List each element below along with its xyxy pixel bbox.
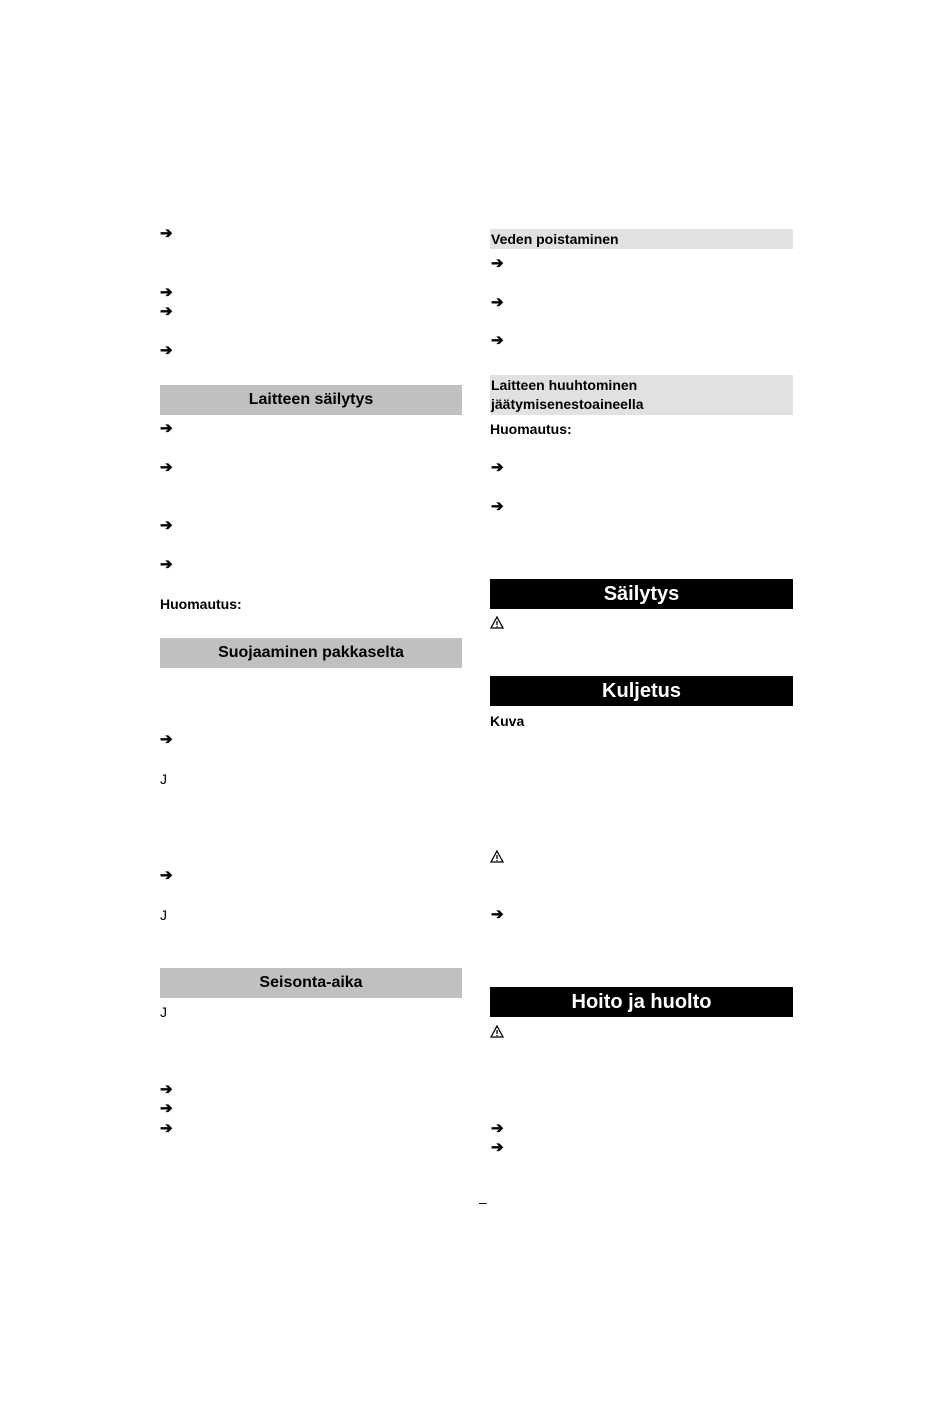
bullet-arrow-icon: ➔ [160, 1120, 173, 1137]
bullet-arrow-icon: ➔ [160, 867, 173, 884]
bullet-arrow-icon: ➔ [160, 225, 173, 242]
bullet-arrow-icon: ➔ [491, 332, 504, 349]
section-heading-standstill: Seisonta-aika [160, 968, 462, 998]
bullet-arrow-icon: ➔ [160, 303, 173, 320]
bullet-arrow-icon: ➔ [160, 556, 173, 573]
figure-label: Kuva [490, 713, 525, 729]
warning-triangle-icon [490, 616, 504, 629]
warning-triangle-icon [490, 1025, 504, 1038]
page-number-dash: – [479, 1194, 487, 1210]
bullet-arrow-icon: ➔ [160, 420, 173, 437]
bullet-arrow-icon: ➔ [491, 906, 504, 923]
bullet-arrow-icon: ➔ [160, 731, 173, 748]
note-label: Huomautus: [160, 596, 242, 612]
bullet-arrow-icon: ➔ [491, 459, 504, 476]
warning-triangle-icon [490, 850, 504, 863]
subsection-heading-antifreeze-flush [490, 375, 793, 415]
bullet-arrow-icon: ➔ [160, 1100, 173, 1117]
bullet-arrow-icon: ➔ [491, 294, 504, 311]
bullet-arrow-icon: ➔ [491, 1139, 504, 1156]
bullet-arrow-icon: ➔ [160, 284, 173, 301]
bullet-arrow-icon: ➔ [160, 1081, 173, 1098]
note-label: Huomautus: [490, 421, 572, 437]
bullet-arrow-icon: ➔ [160, 517, 173, 534]
j-mark: J [160, 771, 167, 787]
bullet-arrow-icon: ➔ [160, 342, 173, 359]
chapter-heading-transport: Kuljetus [490, 676, 793, 706]
bullet-arrow-icon: ➔ [160, 459, 173, 476]
j-mark: J [160, 1004, 167, 1020]
heading-line: Laitteen huuhtominen [491, 377, 638, 393]
bullet-arrow-icon: ➔ [491, 498, 504, 515]
chapter-heading-care-maintenance: Hoito ja huolto [490, 987, 793, 1017]
chapter-heading-storage: Säilytys [490, 579, 793, 609]
subsection-heading-water-removal: Veden poistaminen [490, 229, 793, 249]
bullet-arrow-icon: ➔ [491, 255, 504, 272]
heading-line: jäätymisenestoaineella [491, 396, 644, 412]
bullet-arrow-icon: ➔ [491, 1120, 504, 1137]
j-mark: J [160, 907, 167, 923]
section-heading-device-storage: Laitteen säilytys [160, 385, 462, 415]
section-heading-frost-protection: Suojaaminen pakkaselta [160, 638, 462, 668]
